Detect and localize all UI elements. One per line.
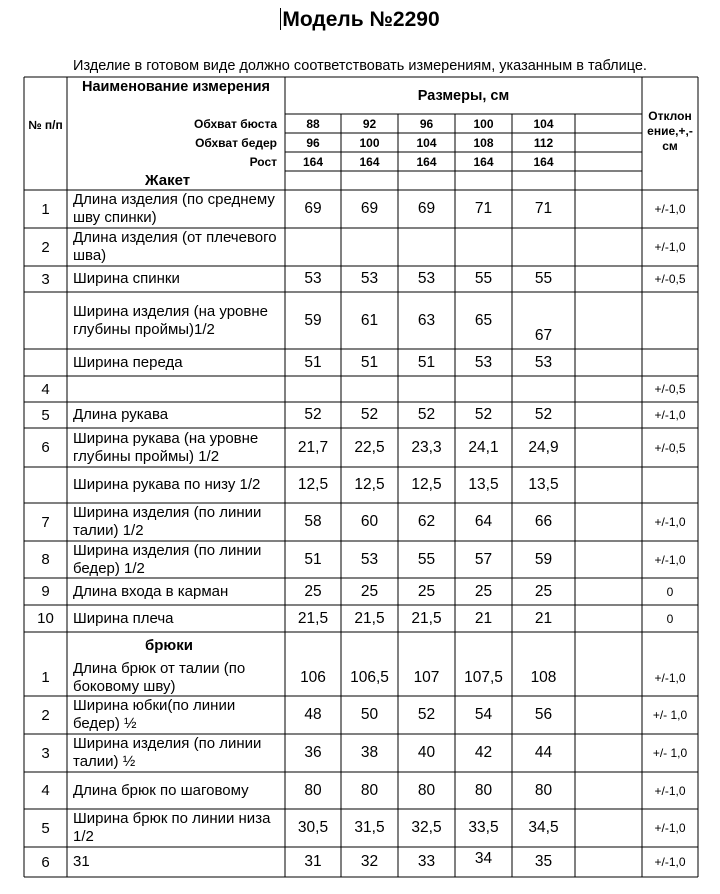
measurement-name: Длина брюк от талии (по боковому шву)	[73, 659, 246, 695]
size-hips-value: 112	[533, 135, 554, 150]
measurement-name: Ширина юбки(по линии бедер) ½	[73, 697, 236, 732]
hips-label: Обхват бедер	[195, 135, 277, 150]
size-value: 55	[534, 270, 553, 287]
size-value: 52	[474, 406, 493, 423]
size-value: 53	[417, 270, 436, 287]
measurement-name: Длина брюк по шаговому	[73, 781, 249, 799]
tolerance-value: +/-1,0	[654, 670, 686, 685]
header-num-cell: № п/п	[28, 118, 63, 132]
size-value	[575, 847, 642, 877]
size-value: 25	[534, 582, 553, 600]
tolerance-value: +/-0,5	[654, 382, 686, 396]
tolerance-value	[642, 292, 698, 349]
size-value: 13,5	[468, 476, 499, 493]
size-value: 69	[360, 200, 379, 217]
row-number: 6	[41, 853, 50, 871]
size-value: 51	[360, 353, 379, 371]
size-value: 31	[304, 853, 322, 870]
size-value	[455, 376, 512, 402]
measurement-name	[67, 376, 285, 402]
size-value: 13,5	[528, 476, 559, 493]
tolerance-value: +/- 1,0	[652, 708, 688, 722]
size-value: 71	[534, 200, 553, 217]
size-hips-value: 104	[416, 135, 437, 150]
size-value: 71	[474, 200, 493, 217]
row-number: 9	[41, 583, 50, 600]
size-value	[575, 292, 642, 349]
size-value	[575, 428, 642, 467]
size-value: 21	[534, 609, 553, 627]
row-number: 1	[41, 200, 50, 218]
size-hips-value: 96	[306, 135, 320, 150]
measurement-name: Ширина спинки	[73, 270, 180, 287]
size-hips-value: 100	[359, 135, 380, 150]
section-jacket-label: Жакет	[145, 172, 191, 189]
size-value: 80	[360, 781, 379, 799]
size-value: 52	[534, 406, 553, 423]
size-value: 54	[474, 706, 493, 723]
size-value	[455, 228, 512, 266]
row-number: 1	[41, 669, 50, 686]
size-value: 69	[417, 200, 436, 217]
size-value: 53	[360, 270, 379, 287]
size-value: 53	[304, 270, 322, 287]
row-number: 5	[41, 819, 50, 837]
size-value: 33	[417, 853, 436, 870]
size-value: 21,5	[354, 609, 385, 627]
tolerance-value	[642, 467, 698, 503]
tolerance-value: +/-1,0	[654, 515, 686, 529]
size-bust-value: 92	[362, 116, 377, 131]
header-name-cell: Наименование измерения	[81, 79, 270, 95]
size-bust-value: 100	[473, 116, 494, 131]
size-value: 51	[304, 550, 322, 568]
size-value: 53	[474, 353, 493, 371]
size-value: 12,5	[297, 476, 329, 493]
size-bust-value: 88	[306, 116, 320, 131]
title-text: Модель №2290	[282, 8, 440, 31]
size-value: 24,1	[468, 438, 499, 456]
size-value	[575, 696, 642, 734]
size-value: 34,5	[528, 819, 559, 836]
size-value: 30,5	[297, 819, 329, 836]
measurement-name: Длина входа в карман	[73, 582, 229, 600]
row-number: 2	[41, 238, 50, 256]
size-value: 59	[304, 311, 322, 329]
row-number	[24, 467, 67, 503]
measurement-name: 31	[73, 853, 90, 870]
size-value	[575, 228, 642, 266]
size-value	[398, 376, 455, 402]
size-bust-value	[575, 114, 642, 133]
size-value: 55	[474, 270, 493, 287]
size-value	[575, 266, 642, 292]
measurement-name: Ширина изделия (по линии бедер) 1/2	[73, 541, 262, 577]
size-value: 80	[417, 781, 436, 799]
size-value: 50	[360, 706, 379, 723]
size-value: 55	[417, 550, 436, 568]
row-number: 7	[41, 513, 50, 531]
size-value: 80	[534, 781, 553, 799]
measurement-name: Длина изделия (от плечевого шва)	[73, 229, 277, 264]
size-height-value: 164	[416, 154, 437, 169]
size-value	[512, 376, 575, 402]
size-value	[575, 503, 642, 541]
tolerance-value: +/-1,0	[654, 408, 686, 422]
measurement-name: Ширина изделия (по линии талии) ½	[73, 735, 262, 770]
tolerance-value: 0	[666, 611, 674, 626]
size-value: 42	[474, 744, 493, 761]
size-value: 106	[300, 668, 326, 686]
size-value	[575, 578, 642, 605]
tolerance-value: +/-1,0	[654, 240, 686, 254]
size-value: 53	[534, 353, 553, 371]
size-value: 35	[534, 853, 553, 870]
size-height-value: 164	[473, 154, 494, 169]
size-value	[575, 190, 642, 228]
size-value: 63	[417, 311, 436, 329]
size-value: 53	[360, 550, 379, 568]
bust-label: Обхват бюста	[194, 116, 277, 131]
height-label: Рост	[249, 154, 277, 169]
size-value: 21,5	[297, 609, 329, 627]
size-value: 51	[417, 353, 436, 371]
measurement-name: Ширина рукава (на уровне глубины проймы) 1/2	[73, 429, 259, 465]
size-value: 80	[304, 781, 322, 799]
measurement-name: Длина изделия (по среднему шву спинки)	[73, 191, 275, 226]
size-height-value: 164	[302, 154, 324, 169]
size-value: 48	[304, 706, 322, 723]
size-bust-value: 96	[419, 116, 434, 131]
row-number: 3	[41, 744, 50, 762]
tolerance-value: +/-1,0	[654, 202, 686, 216]
size-value: 52	[417, 406, 436, 423]
size-value	[341, 376, 398, 402]
size-value: 65	[474, 311, 493, 329]
size-value	[341, 228, 398, 266]
size-value	[512, 228, 575, 266]
size-value: 21	[474, 609, 493, 627]
size-value: 58	[304, 513, 322, 530]
size-value	[575, 402, 642, 428]
size-value: 25	[474, 582, 493, 600]
size-value	[398, 228, 455, 266]
size-value	[575, 659, 642, 696]
tolerance-value: +/-0,5	[654, 440, 686, 455]
row-number: 6	[41, 439, 50, 456]
size-value: 59	[534, 550, 553, 568]
header-sizes-cell: Размеры, см	[417, 88, 510, 104]
size-value: 12,5	[354, 476, 385, 493]
size-value: 51	[304, 353, 322, 371]
row-number: 4	[41, 782, 50, 799]
size-value: 31,5	[354, 819, 385, 836]
size-height-value: 164	[359, 154, 380, 169]
size-value: 62	[417, 513, 436, 530]
size-value: 12,5	[411, 476, 442, 493]
size-value: 80	[474, 781, 493, 799]
tolerance-value: +/-1,0	[654, 552, 686, 567]
size-value: 52	[360, 406, 379, 423]
size-value	[575, 734, 642, 772]
row-number	[24, 292, 67, 349]
size-value: 107,5	[464, 668, 503, 686]
size-value: 23,3	[411, 438, 442, 456]
size-value: 44	[534, 744, 553, 761]
measurement-name: Ширина изделия (на уровне глубины проймы)1/2	[73, 302, 268, 338]
size-value: 25	[304, 582, 322, 600]
size-value: 52	[417, 706, 436, 723]
tolerance-value: +/-1,0	[654, 783, 686, 798]
size-value: 22,5	[354, 438, 385, 456]
measurement-name: Ширина рукава по низу 1/2	[73, 476, 261, 493]
size-value: 38	[360, 744, 379, 761]
row-number: 4	[41, 380, 50, 398]
tolerance-value: +/-1,0	[654, 821, 686, 835]
measurement-name: Ширина переда	[73, 353, 183, 371]
row-number: 5	[41, 406, 50, 424]
row-number	[24, 349, 67, 376]
size-height-value: 164	[533, 154, 554, 169]
measurement-name: Ширина плеча	[73, 609, 174, 627]
measurement-name: Длина рукава	[73, 406, 169, 423]
size-value	[575, 809, 642, 847]
size-value: 32,5	[411, 819, 442, 836]
size-value: 25	[417, 582, 436, 600]
size-hips-value	[575, 133, 642, 152]
measurement-name: Ширина брюк по линии низа 1/2	[73, 810, 271, 845]
size-value	[575, 467, 642, 503]
row-number: 2	[41, 706, 50, 724]
tolerance-value: +/- 1,0	[652, 746, 688, 760]
tolerance-value	[642, 349, 698, 376]
header-tolerance-cell: Отклон ение,+,- см	[647, 109, 693, 153]
size-hips-value: 108	[473, 135, 494, 150]
size-value: 61	[360, 311, 379, 329]
size-value: 34	[474, 850, 493, 867]
size-value: 64	[474, 513, 493, 530]
size-value: 33,5	[468, 819, 499, 836]
row-number: 8	[41, 551, 50, 568]
row-number: 3	[41, 270, 50, 288]
size-value	[575, 605, 642, 632]
document-subtitle: Изделие в готовом виде должно соответствовать измерениям, указанным в таблице.	[73, 58, 647, 74]
size-value: 66	[534, 513, 553, 530]
size-value: 21,5	[411, 609, 442, 627]
size-height-value	[575, 152, 642, 171]
size-value: 69	[304, 200, 322, 217]
size-value: 106,5	[350, 668, 389, 686]
size-value	[285, 376, 341, 402]
tolerance-value: +/-0,5	[654, 272, 686, 286]
size-value: 56	[534, 706, 553, 723]
row-number: 10	[37, 610, 54, 627]
tolerance-value: 0	[666, 584, 674, 599]
section-trousers-label: брюки	[145, 637, 193, 654]
tolerance-value: +/-1,0	[654, 855, 686, 869]
size-value	[575, 541, 642, 578]
size-value	[575, 772, 642, 809]
size-value: 67	[534, 327, 553, 344]
size-value: 24,9	[528, 438, 559, 456]
size-value	[575, 376, 642, 402]
size-value	[285, 228, 341, 266]
size-value: 57	[474, 550, 493, 568]
size-value: 107	[413, 668, 440, 686]
size-value: 40	[417, 744, 436, 761]
size-value: 108	[530, 668, 557, 686]
size-value: 25	[360, 582, 379, 600]
size-value	[575, 349, 642, 376]
size-bust-value: 104	[533, 116, 554, 131]
size-value: 36	[304, 744, 322, 761]
size-value: 21,7	[297, 438, 329, 456]
measurement-name: Ширина изделия (по линии талии) 1/2	[73, 504, 262, 539]
size-value: 60	[360, 513, 379, 530]
size-value: 32	[360, 853, 379, 870]
size-value: 52	[304, 406, 322, 423]
